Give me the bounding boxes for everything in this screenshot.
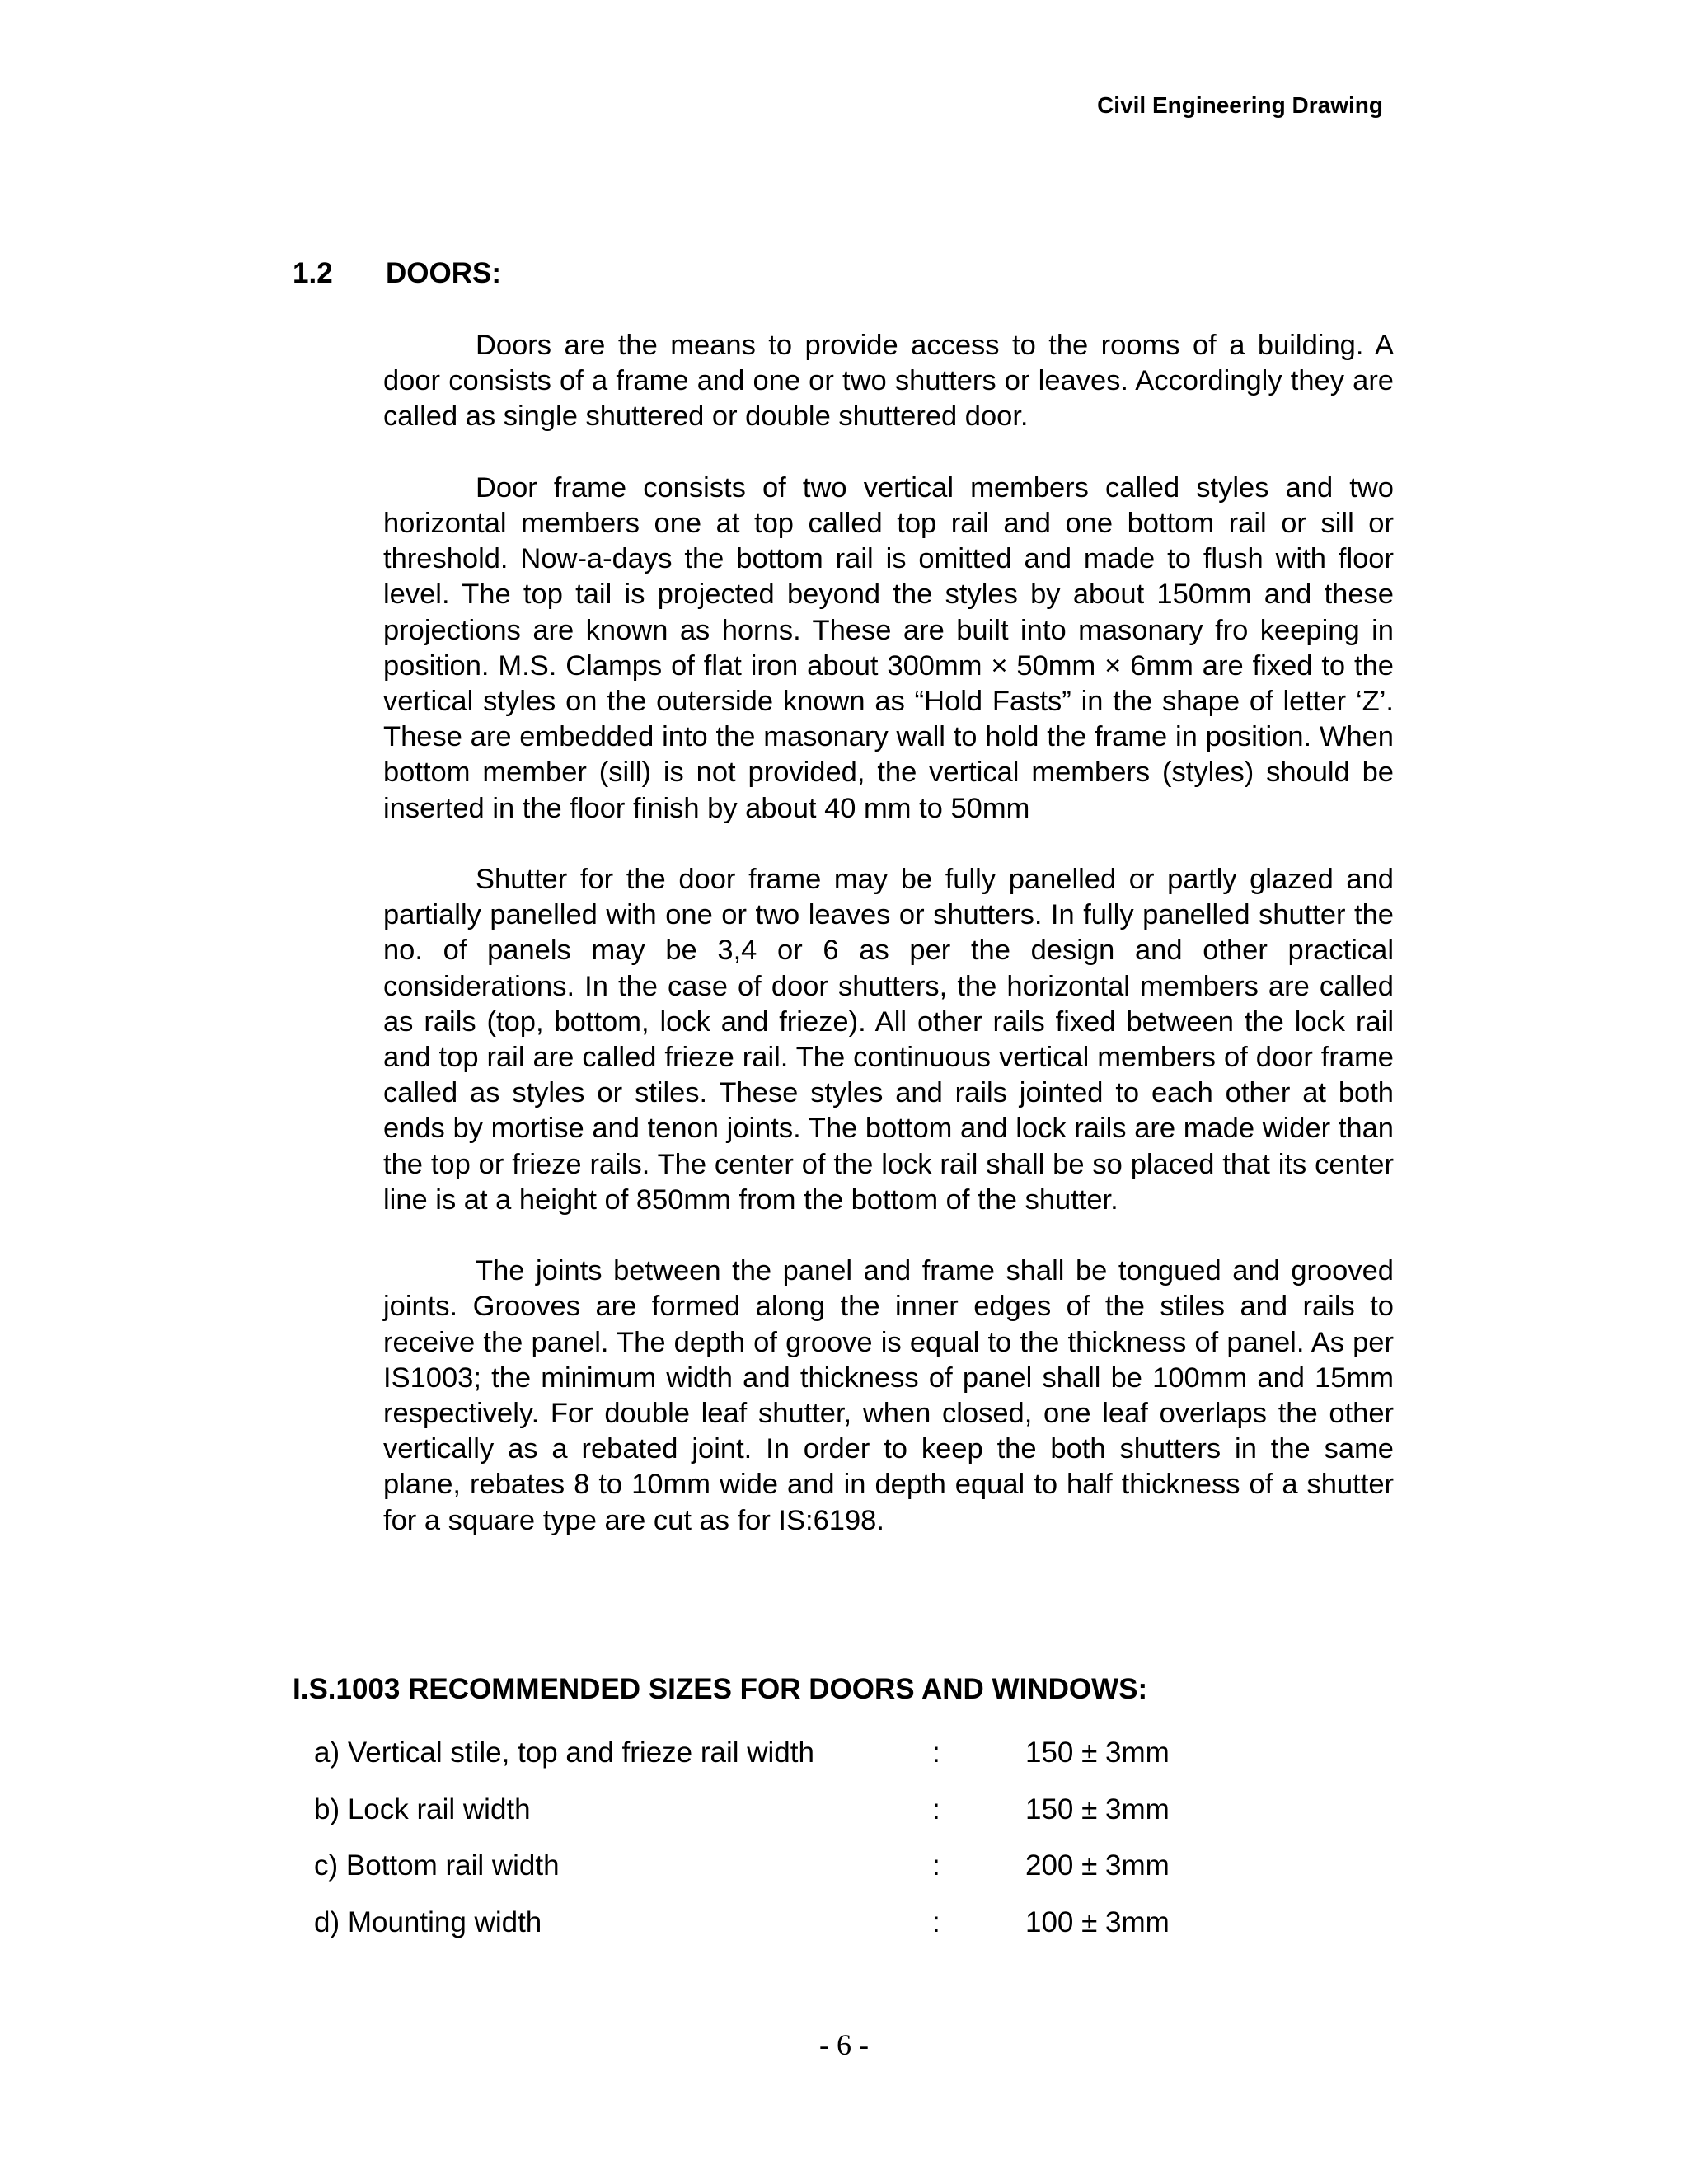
paragraph: The joints between the panel and frame shall be tongued and grooved joints. Grooves are formed along the inner edges of the stiles and rails to receive the panel. The depth of groove is equal to the thickness of panel. As per IS1003; the minimum width and thickness of panel shall be 100mm and 15mm respectively. For double leaf shutter, when closed, one leaf overlaps the other vertically as a rebated joint. In order to keep the both shutters in the same plane, rebates 8 to 10mm wide and in depth equal to half thickness of a shutter for a square type are cut as for IS:6198. (383, 1255, 1394, 1536)
size-value: 200 ± 3mm (1025, 1849, 1170, 1882)
size-label: c) Bottom rail width (314, 1849, 560, 1882)
body-text (383, 328, 1394, 1574)
size-separator: : (932, 1736, 940, 1769)
page-number: - 6 - (819, 2028, 869, 2061)
paragraph: Shutter for the door frame may be fully panelled or partly glazed and partially panelled with one or two leaves or shutters. In fully panelled shutter the no. of panels may be 3,4 or 6 as per the design and other practical considerations. In the case of door shutters, the horizontal members are called as rails (top, bottom, lock and frieze). All other rails fixed between the lock rail and top rail are called frieze rail. The continuous vertical members of door frame called as styles or stiles. These styles and rails jointed to each other at both ends by mortise and tenon joints. The bottom and lock rails are made wider than the top or frieze rails. The center of the lock rail shall be so placed that its center line is at a height of 850mm from the bottom of the shutter. (383, 864, 1394, 1216)
size-separator: : (932, 1793, 940, 1825)
size-value: 150 ± 3mm (1025, 1793, 1170, 1825)
paragraph: Doors are the means to provide access to the rooms of a building. A door consists of a frame and one or two shutters or leaves. Accordingly they are called as single shuttered or double shuttered door. (383, 330, 1394, 433)
section-number: 1.2 (293, 257, 333, 289)
paragraph: Door frame consists of two vertical members called styles and two horizontal members one at top called top rail and one bottom rail or sill or threshold. Now-a-days the bottom rail is omitted and made to flush with floor level. The top tail is projected beyond the styles by about 150mm and these projections are known as horns. These are built into masonary fro keeping in position. M.S. Clamps of flat iron about 300mm × 50mm × 6mm are fixed to the vertical styles on the outerside known as “Hold Fasts” in the shape of letter ‘Z’. These are embedded into the masonary wall to hold the frame in position. When bottom member (sill) is not provided, the vertical members (styles) should be inserted in the floor finish by about 40 mm to 50mm (383, 471, 1394, 824)
size-row (314, 1736, 1303, 1793)
recommended-sizes-heading: I.S.1003 RECOMMENDED SIZES FOR DOORS AND WINDOWS: (293, 1673, 1148, 1705)
section-title: DOORS: (386, 257, 501, 289)
size-separator: : (932, 1905, 940, 1938)
size-label: d) Mounting width (314, 1905, 542, 1938)
size-row (314, 1793, 1303, 1850)
running-header: Civil Engineering Drawing (1097, 92, 1383, 118)
size-row (314, 1849, 1303, 1906)
section-heading (293, 257, 501, 290)
size-label: a) Vertical stile, top and frieze rail width (314, 1736, 814, 1769)
size-label: b) Lock rail width (314, 1793, 531, 1825)
size-value: 150 ± 3mm (1025, 1736, 1170, 1769)
size-row (314, 1906, 1303, 1963)
size-separator: : (932, 1849, 940, 1882)
recommended-sizes-list (314, 1736, 1303, 1962)
size-value: 100 ± 3mm (1025, 1905, 1170, 1938)
